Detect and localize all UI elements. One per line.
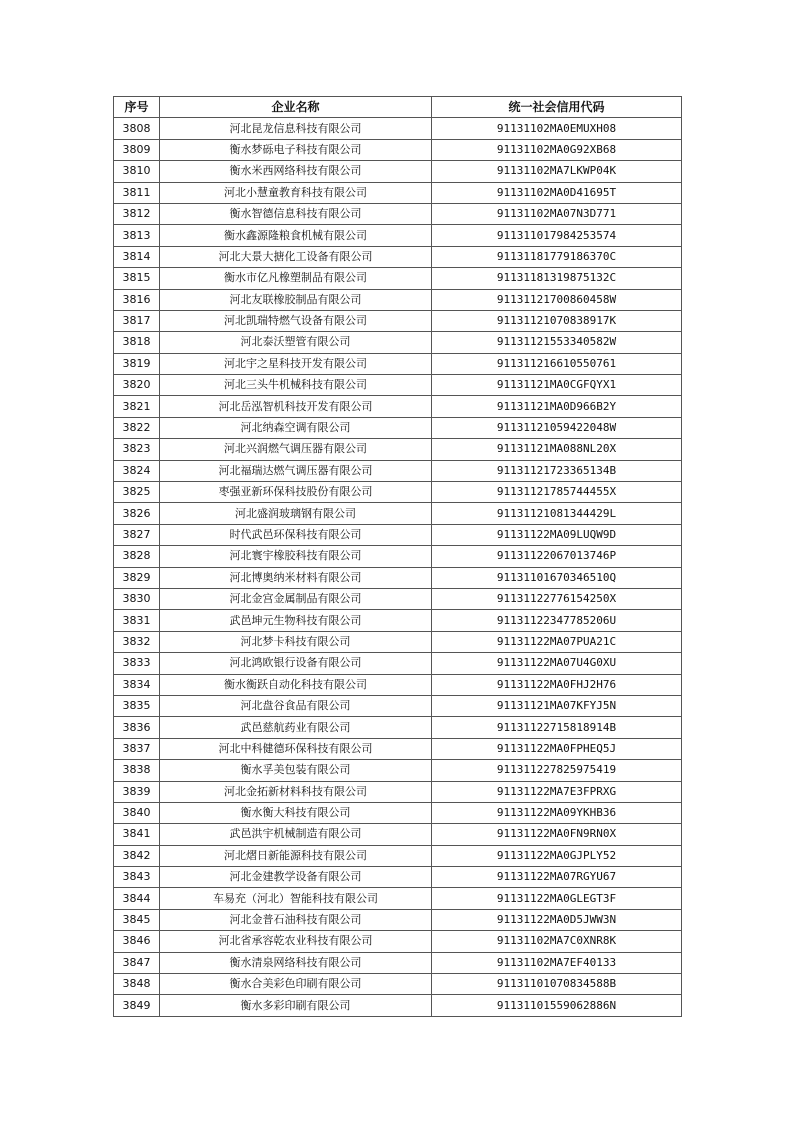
credit-code-cell: 911311017984253574	[432, 225, 682, 246]
credit-code-cell: 91131122MA07RGYU67	[432, 867, 682, 888]
table-row	[114, 631, 682, 652]
serial-number-cell: 3838	[114, 760, 160, 781]
enterprise-name-cell: 河北岳泓智机科技开发有限公司	[160, 396, 432, 417]
serial-number-cell: 3843	[114, 867, 160, 888]
serial-number-cell: 3808	[114, 118, 160, 139]
enterprise-name-cell: 河北昆龙信息科技有限公司	[160, 118, 432, 139]
table-row	[114, 161, 682, 182]
credit-code-cell: 91131121070838917K	[432, 310, 682, 331]
credit-code-cell: 91131122347785206U	[432, 610, 682, 631]
credit-code-cell: 91131122MA07U4G0XU	[432, 653, 682, 674]
table-row	[114, 546, 682, 567]
credit-code-cell: 91131122MA0GJPLY52	[432, 845, 682, 866]
table-row	[114, 824, 682, 845]
serial-number-cell: 3820	[114, 375, 160, 396]
enterprise-name-cell: 衡水清泉网络科技有限公司	[160, 952, 432, 973]
table-row	[114, 653, 682, 674]
credit-code-cell: 91131122067013746P	[432, 546, 682, 567]
table-row	[114, 974, 682, 995]
credit-code-cell: 91131121059422048W	[432, 417, 682, 438]
serial-number-cell: 3814	[114, 246, 160, 267]
table-row	[114, 417, 682, 438]
table-row	[114, 375, 682, 396]
enterprise-name-cell: 衡水市亿凡橡塑制品有限公司	[160, 268, 432, 289]
serial-number-cell: 3837	[114, 738, 160, 759]
serial-number-cell: 3839	[114, 781, 160, 802]
credit-code-cell: 91131122MA09YKHB36	[432, 802, 682, 823]
serial-number-cell: 3841	[114, 824, 160, 845]
credit-code-cell: 91131122MA0FHJ2H76	[432, 674, 682, 695]
enterprise-name-cell: 河北大景大搪化工设备有限公司	[160, 246, 432, 267]
enterprise-name-cell: 河北金建教学设备有限公司	[160, 867, 432, 888]
table-row	[114, 268, 682, 289]
enterprise-name-cell: 衡水合美彩色印刷有限公司	[160, 974, 432, 995]
credit-code-cell: 91131121MA0CGFQYX1	[432, 375, 682, 396]
table-row	[114, 695, 682, 716]
credit-code-cell: 91131121785744455X	[432, 482, 682, 503]
credit-code-cell: 91131102MA0G92XB68	[432, 139, 682, 160]
credit-code-cell: 91131122776154250X	[432, 588, 682, 609]
credit-code-cell: 91131121723365134B	[432, 460, 682, 481]
table-row	[114, 353, 682, 374]
credit-code-cell: 91131122MA0D5JWW3N	[432, 909, 682, 930]
serial-number-cell: 3846	[114, 931, 160, 952]
table-row	[114, 460, 682, 481]
serial-number-cell: 3845	[114, 909, 160, 930]
enterprise-name-cell: 时代武邑环保科技有限公司	[160, 524, 432, 545]
credit-code-cell: 91131102MA7EF40133	[432, 952, 682, 973]
table-row	[114, 567, 682, 588]
credit-code-cell: 91131122MA0GLEGT3F	[432, 888, 682, 909]
table-row	[114, 867, 682, 888]
serial-number-cell: 3815	[114, 268, 160, 289]
credit-code-cell: 91131122MA7E3FPRXG	[432, 781, 682, 802]
serial-number-cell: 3833	[114, 653, 160, 674]
enterprise-name-cell: 河北省承容乾农业科技有限公司	[160, 931, 432, 952]
credit-code-cell: 91131102MA0D41695T	[432, 182, 682, 203]
serial-number-cell: 3813	[114, 225, 160, 246]
enterprise-name-cell: 河北熠日新能源科技有限公司	[160, 845, 432, 866]
enterprise-name-cell: 河北中科健德环保科技有限公司	[160, 738, 432, 759]
serial-number-cell: 3823	[114, 439, 160, 460]
table-row	[114, 524, 682, 545]
enterprise-name-cell: 河北金普石油科技有限公司	[160, 909, 432, 930]
serial-number-cell: 3844	[114, 888, 160, 909]
serial-number-cell: 3821	[114, 396, 160, 417]
enterprise-name-cell: 河北盛润玻璃钢有限公司	[160, 503, 432, 524]
enterprise-name-cell: 河北福瑞达燃气调压器有限公司	[160, 460, 432, 481]
serial-number-cell: 3819	[114, 353, 160, 374]
serial-number-cell: 3831	[114, 610, 160, 631]
enterprise-name-cell: 枣强亚新环保科技股份有限公司	[160, 482, 432, 503]
credit-code-cell: 91131122MA0FN9RN0X	[432, 824, 682, 845]
table-row	[114, 246, 682, 267]
credit-code-cell: 91131121081344429L	[432, 503, 682, 524]
table-row	[114, 738, 682, 759]
serial-number-cell: 3848	[114, 974, 160, 995]
credit-code-cell: 91131121MA07KFYJ5N	[432, 695, 682, 716]
table-row	[114, 118, 682, 139]
table-row	[114, 781, 682, 802]
serial-number-cell: 3830	[114, 588, 160, 609]
enterprise-name-cell: 河北金宫金属制品有限公司	[160, 588, 432, 609]
table-row	[114, 482, 682, 503]
table-row	[114, 310, 682, 331]
table-row	[114, 952, 682, 973]
serial-number-cell: 3818	[114, 332, 160, 353]
enterprise-name-cell: 衡水衡大科技有限公司	[160, 802, 432, 823]
enterprise-name-cell: 河北金拓新材料科技有限公司	[160, 781, 432, 802]
serial-number-cell: 3836	[114, 717, 160, 738]
enterprise-name-cell: 河北兴润燃气调压器有限公司	[160, 439, 432, 460]
serial-number-cell: 3827	[114, 524, 160, 545]
credit-code-cell: 91131121553340582W	[432, 332, 682, 353]
serial-number-cell: 3810	[114, 161, 160, 182]
credit-code-cell: 91131122MA07PUA21C	[432, 631, 682, 652]
credit-code-cell: 91131101670346510Q	[432, 567, 682, 588]
serial-number-cell: 3826	[114, 503, 160, 524]
enterprise-name-cell: 河北盘谷食品有限公司	[160, 695, 432, 716]
enterprise-name-cell: 河北纳森空调有限公司	[160, 417, 432, 438]
enterprise-name-cell: 武邑慈航药业有限公司	[160, 717, 432, 738]
table-row	[114, 802, 682, 823]
table-row	[114, 225, 682, 246]
enterprise-name-cell: 河北博奥纳米材料有限公司	[160, 567, 432, 588]
serial-number-cell: 3809	[114, 139, 160, 160]
table-row	[114, 396, 682, 417]
credit-code-cell: 91131102MA0EMUXH08	[432, 118, 682, 139]
enterprise-name-cell: 河北友联橡胶制品有限公司	[160, 289, 432, 310]
credit-code-cell: 91131122715818914B	[432, 717, 682, 738]
enterprise-name-cell: 河北三头牛机械科技有限公司	[160, 375, 432, 396]
enterprise-name-cell: 衡水梦砾电子科技有限公司	[160, 139, 432, 160]
enterprise-name-cell: 衡水智德信息科技有限公司	[160, 203, 432, 224]
enterprise-name-cell: 武邑洪宇机械制造有限公司	[160, 824, 432, 845]
table-row	[114, 717, 682, 738]
table-body	[114, 118, 682, 1016]
serial-number-cell: 3835	[114, 695, 160, 716]
table-row	[114, 139, 682, 160]
serial-number-cell: 3811	[114, 182, 160, 203]
serial-number-cell: 3847	[114, 952, 160, 973]
credit-code-cell: 91131102MA7C0XNR8K	[432, 931, 682, 952]
table-row	[114, 289, 682, 310]
enterprise-name-cell: 武邑坤元生物科技有限公司	[160, 610, 432, 631]
credit-code-cell: 91131102MA07N3D771	[432, 203, 682, 224]
table-row	[114, 674, 682, 695]
enterprise-name-cell: 河北小慧童教育科技有限公司	[160, 182, 432, 203]
table-row	[114, 888, 682, 909]
serial-number-cell: 3822	[114, 417, 160, 438]
table-row	[114, 182, 682, 203]
table-row	[114, 588, 682, 609]
table-row	[114, 909, 682, 930]
table-row	[114, 845, 682, 866]
serial-number-cell: 3834	[114, 674, 160, 695]
credit-code-cell: 91131122MA09LUQW9D	[432, 524, 682, 545]
credit-code-cell: 91131181779186370C	[432, 246, 682, 267]
enterprise-name-cell: 衡水多彩印刷有限公司	[160, 995, 432, 1016]
credit-code-cell: 91131121MA0D966B2Y	[432, 396, 682, 417]
enterprise-name-cell: 衡水米西网络科技有限公司	[160, 161, 432, 182]
enterprise-name-cell: 衡水鑫源隆粮食机械有限公司	[160, 225, 432, 246]
enterprise-name-cell: 衡水孚美包装有限公司	[160, 760, 432, 781]
enterprise-name-cell: 河北凯瑞特燃气设备有限公司	[160, 310, 432, 331]
serial-number-cell: 3828	[114, 546, 160, 567]
enterprise-name-cell: 河北鸿欧银行设备有限公司	[160, 653, 432, 674]
header-credit-code: 统一社会信用代码	[432, 97, 682, 118]
table-row	[114, 931, 682, 952]
credit-code-cell: 911311227825975419	[432, 760, 682, 781]
table-header-row	[114, 97, 682, 118]
table-row	[114, 503, 682, 524]
table-row	[114, 332, 682, 353]
table-row	[114, 610, 682, 631]
serial-number-cell: 3832	[114, 631, 160, 652]
enterprise-name-cell: 车易充（河北）智能科技有限公司	[160, 888, 432, 909]
table-row	[114, 760, 682, 781]
header-serial-number: 序号	[114, 97, 160, 118]
table-row	[114, 995, 682, 1016]
serial-number-cell: 3829	[114, 567, 160, 588]
enterprise-name-cell: 河北寰宇橡胶科技有限公司	[160, 546, 432, 567]
enterprise-name-cell: 河北泰沃塑管有限公司	[160, 332, 432, 353]
serial-number-cell: 3812	[114, 203, 160, 224]
serial-number-cell: 3817	[114, 310, 160, 331]
credit-code-cell: 91131121700860458W	[432, 289, 682, 310]
serial-number-cell: 3840	[114, 802, 160, 823]
enterprise-name-cell: 河北梦卡科技有限公司	[160, 631, 432, 652]
serial-number-cell: 3849	[114, 995, 160, 1016]
enterprise-name-cell: 衡水衡跃自动化科技有限公司	[160, 674, 432, 695]
table-row	[114, 203, 682, 224]
enterprise-name-cell: 河北宇之星科技开发有限公司	[160, 353, 432, 374]
credit-code-cell: 91131181319875132C	[432, 268, 682, 289]
serial-number-cell: 3824	[114, 460, 160, 481]
table-row	[114, 439, 682, 460]
credit-code-cell: 911311216610550761	[432, 353, 682, 374]
credit-code-cell: 91131102MA7LKWP04K	[432, 161, 682, 182]
credit-code-cell: 91131101559062886N	[432, 995, 682, 1016]
credit-code-cell: 91131121MA088NL20X	[432, 439, 682, 460]
credit-code-cell: 91131122MA0FPHEQ5J	[432, 738, 682, 759]
enterprise-registry-table	[113, 96, 682, 1017]
header-enterprise-name: 企业名称	[160, 97, 432, 118]
credit-code-cell: 91131101070834588B	[432, 974, 682, 995]
serial-number-cell: 3825	[114, 482, 160, 503]
serial-number-cell: 3842	[114, 845, 160, 866]
serial-number-cell: 3816	[114, 289, 160, 310]
